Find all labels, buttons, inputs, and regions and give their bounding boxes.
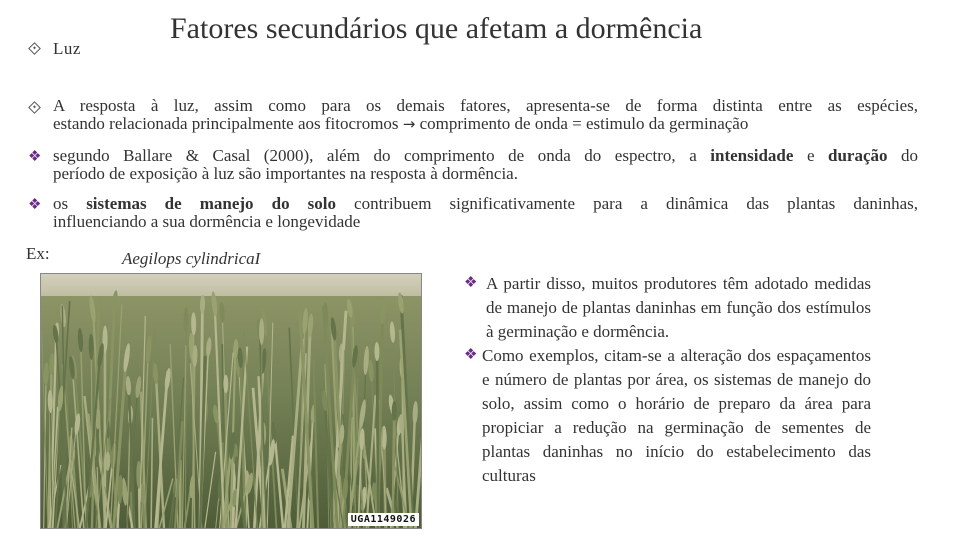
diamond-bullet-icon (28, 42, 41, 55)
bullet-3-line-2: influenciando a sua dormência e longevidade (53, 212, 361, 231)
wheat-ear (259, 318, 264, 344)
clover-bullet-icon: ❖ (28, 149, 42, 165)
bullet-3-line-1 (53, 195, 918, 213)
arrow-right-icon: → (402, 115, 416, 133)
slide-title: Fatores secundários que afetam a dormência (170, 12, 703, 45)
example-label: Ex: (26, 244, 50, 263)
bullet-paragraph-3 (53, 195, 918, 231)
clover-bullet-icon: ❖ (28, 197, 42, 213)
topic-label: Luz (53, 39, 81, 58)
wheat-field-photo (40, 273, 422, 529)
bullet-2-text-a: segundo Ballare & Casal (2000), além do comprimento de onda do espectro, a (53, 146, 697, 165)
bold-sistemas: sistemas de manejo do solo (86, 194, 336, 213)
right-bullet-2: Como exemplos, citam-se a alteração dos espaçamentos e número de plantas por área, os sistemas de manejo do solo, assim como o horário de preparo da área para propiciar a redução na germinação de sementes de plantas daninhas no início do estabelecimento das culturas (482, 346, 871, 485)
wheat-stalk (377, 344, 378, 528)
bullet-1-line-2b: comprimento de onda = estimulo da germinação (419, 114, 749, 133)
photo-caption: Aegilops cylindricaI (122, 249, 261, 268)
bullet-1-line-1: A resposta à luz, assim como para os demais fatores, apresenta-se de forma distinta entre as espécies, (53, 96, 918, 115)
clover-bullet-icon: ❖ (464, 275, 478, 291)
bullet-1-line-2a: estando relacionada principalmente aos fitocromos (53, 114, 399, 133)
bold-intensidade: intensidade (710, 146, 794, 165)
wheat-stalk (185, 312, 186, 528)
bullet-3-text: contribuem significativamente para a dinâmica das plantas daninhas, (354, 194, 919, 213)
bullet-3-pre: os (53, 194, 69, 213)
diamond-bullet-icon (28, 101, 41, 114)
bullet-2-line-1 (53, 147, 918, 165)
bold-duracao: duração (828, 146, 888, 165)
bullet-paragraph-2 (53, 147, 918, 183)
bullet-paragraph-1 (53, 97, 918, 133)
wheat-field-illustration (41, 274, 421, 528)
right-bullet-1: A partir disso, muitos produtores têm adotado medidas de manejo de plantas daninhas em função dos estímulos à germinação e dormência. (486, 274, 871, 341)
bullet-2-connector: e (806, 146, 815, 165)
bullet-2-line-2: período de exposição à luz são importantes na resposta à dormência. (53, 164, 518, 183)
photo-id-tag: UGA1149026 (348, 513, 419, 526)
clover-bullet-icon: ❖ (464, 347, 478, 363)
bullet-2-text-b: do (901, 146, 919, 165)
